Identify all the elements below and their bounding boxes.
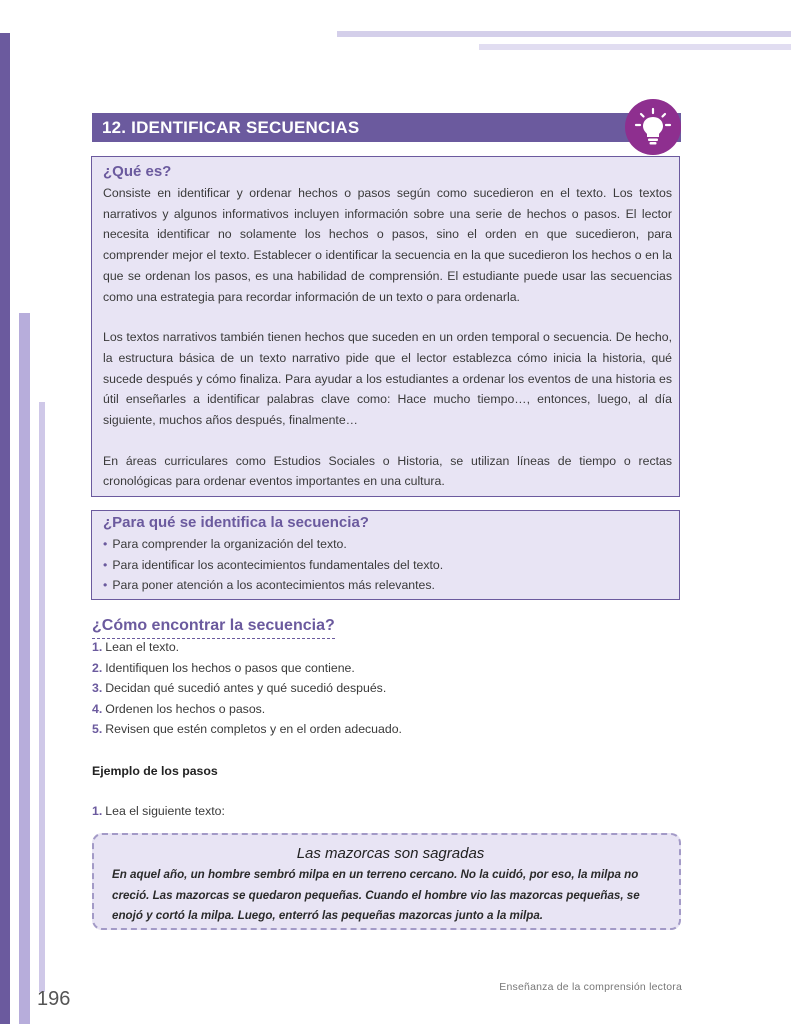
list-item-text: Para poner atención a los acontecimientos más relevantes. bbox=[112, 578, 435, 592]
list-item bbox=[92, 699, 402, 720]
footer-text: Enseñanza de la comprensión lectora bbox=[499, 981, 682, 993]
decorative-bar bbox=[337, 31, 791, 37]
list-item-text: Para comprender la organización del texto. bbox=[112, 537, 347, 551]
step-text: Lea el siguiente texto: bbox=[105, 804, 225, 818]
decorative-bar bbox=[0, 33, 10, 1024]
step-number: 1. bbox=[92, 640, 103, 654]
bullet-list bbox=[103, 534, 672, 596]
list-item bbox=[92, 637, 402, 658]
step-text: Lean el texto. bbox=[105, 640, 180, 654]
paragraph: Los textos narrativos también tienen hechos que suceden en un orden temporal o secuencia. De hecho, la estructura básica de un texto narrativo pide que el lector establezca cómo inicia la historia, qué sucede después y cómo finaliza. Para ayudar a los estudiantes a ordenar los eventos de una historia es útil enseñarles a identificar palabras clave como: Hace mucho tiempo…, entonces, luego, al día siguiente, muchos años después, finalmente… bbox=[103, 330, 672, 428]
step-text: Revisen que estén completos y en el orden adecuado. bbox=[105, 722, 402, 737]
decorative-bar bbox=[39, 402, 45, 992]
bullet-icon: • bbox=[103, 557, 108, 572]
bullet-icon: • bbox=[103, 537, 108, 551]
para-que-heading: ¿Para qué se identifica la secuencia? bbox=[103, 514, 369, 531]
list-item-text: Para identificar los acontecimientos fundamentales del texto. bbox=[112, 557, 444, 572]
ejemplo-step bbox=[92, 802, 225, 820]
paragraph: Consiste en identificar y ordenar hechos o pasos según como sucedieron en el texto. Los textos narrativos y algunos informativos incluyen información sobre una serie de hechos o pasos. El lector necesita identificar no solamente los hechos o pasos, sino el orden en que sucedieron, para comprender mejor el texto. Establecer o identificar la secuencia en la que sucedieron los hechos o en la que se ordenan los pasos, es una habilidad de comprensión. El estudiante puede usar las secuencias como una estrategia para recordar información de un texto o para ordenarla. bbox=[103, 186, 672, 304]
paragraph: En áreas curriculares como Estudios Sociales o Historia, se utilizan líneas de tiempo o rectas cronológicas para ordenar eventos importantes en una cultura. bbox=[103, 453, 672, 489]
como-heading: ¿Cómo encontrar la secuencia? bbox=[92, 615, 335, 639]
decorative-bar bbox=[479, 44, 791, 50]
list-item bbox=[103, 534, 672, 555]
step-text: Decidan qué sucedió antes y qué sucedió después. bbox=[105, 681, 387, 696]
list-item bbox=[92, 678, 402, 699]
bullet-icon: • bbox=[103, 578, 108, 592]
page-number: 196 bbox=[37, 988, 71, 1010]
que-es-box bbox=[91, 156, 680, 497]
step-number: 5. bbox=[92, 722, 103, 737]
ejemplo-heading: Ejemplo de los pasos bbox=[92, 764, 218, 778]
step-number: 3. bbox=[92, 681, 103, 696]
list-item bbox=[103, 555, 672, 576]
para-que-box bbox=[91, 510, 680, 600]
step-number: 4. bbox=[92, 701, 103, 716]
lightbulb-icon bbox=[625, 99, 681, 155]
story-box bbox=[92, 833, 681, 930]
decorative-bar bbox=[19, 313, 30, 1024]
story-text: En aquel año, un hombre sembró milpa en un terreno cercano. No la cuidó, por eso, la milpa no creció. Las mazorcas se quedaron pequeñas. Cuando el hombre vio las mazorcas pequeñas, se enojó y cortó la milpa. Luego, enterró las pequeñas mazorcas junto a la milpa. bbox=[112, 868, 640, 922]
list-item bbox=[103, 575, 672, 596]
step-text: Identifiquen los hechos o pasos que contiene. bbox=[105, 660, 355, 675]
step-number: 1. bbox=[92, 804, 103, 818]
story-title: Las mazorcas son sagradas bbox=[296, 845, 485, 862]
list-item bbox=[92, 658, 402, 679]
step-text: Ordenen los hechos o pasos. bbox=[105, 701, 266, 716]
que-es-heading: ¿Qué es? bbox=[103, 163, 172, 180]
list-item bbox=[92, 719, 402, 740]
steps-list bbox=[92, 637, 402, 740]
section-title: 12. IDENTIFICAR SECUENCIAS bbox=[92, 113, 681, 142]
step-number: 2. bbox=[92, 660, 103, 675]
